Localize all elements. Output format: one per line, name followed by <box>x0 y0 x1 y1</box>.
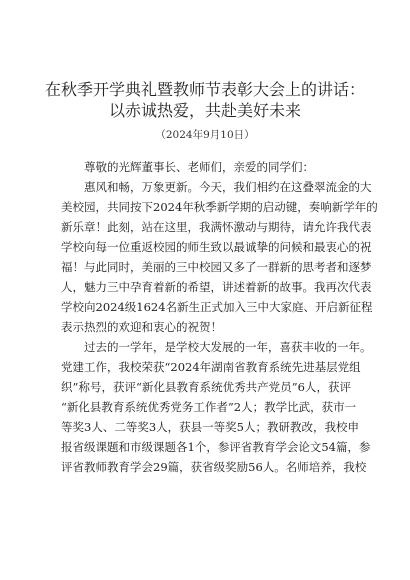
document-date: （2024年9月10日） <box>155 129 255 141</box>
paragraph-line: 评省教师教育学会29篇，获省级奖励56人。名师培养，我校 <box>61 460 367 474</box>
paragraph-line: 表示热烈的欢迎和衷心的祝贺！ <box>61 320 222 334</box>
paragraph-line: 等奖3人、二等奖3人，获县一等奖5人；教研教改，我校申 <box>61 420 359 434</box>
paragraph-line: 惠风和畅，万象更新。今天，我们相约在这叠翠流金的大 <box>84 180 372 194</box>
paragraph-line: 报省级课题和市级课题各1个，参评省教育学会论文54篇，参 <box>61 440 371 454</box>
document-title-line-1: 在秋季开学典礼暨教师节表彰大会上的讲话： <box>44 80 365 99</box>
paragraph-line: 新乐章！此刻，站在这里，我满怀激动与期待，请允许我代表 <box>61 220 372 234</box>
paragraph-line: 学校向每一位重返校园的师生致以最诚挚的问候和最衷心的祝 <box>61 240 372 254</box>
paragraph-line: 福！与此同时，美丽的三中校园又多了一群新的思考者和逐梦 <box>61 260 372 274</box>
paragraph-line: 党建工作，我校荣获“2024年湖南省教育系统先进基层党组 <box>61 360 361 374</box>
paragraph-line: “新化县教育系统优秀党务工作者”2人；教学比武，获市一 <box>61 400 357 414</box>
paragraph-line: 过去的一学年，是学校大发展的一年，喜获丰收的一年。 <box>84 340 372 354</box>
paragraph-line: 人，魅力三中孕育着新的希望，讲述着新的故事。我再次代表 <box>61 280 372 294</box>
paragraph-line: 织”称号，获评“新化县教育系统优秀共产党员”6人，获评 <box>61 380 351 394</box>
paragraph-line: 美校园，共同按下2024年秋季新学期的启动键，奏响新学年的 <box>61 200 378 214</box>
salutation-line: 尊敬的光辉董事长、老师们，亲爱的同学们： <box>84 160 314 174</box>
document-title-line-2: 以赤诚热爱，共赴美好未来 <box>108 101 301 120</box>
paragraph-line: 学校向2024级1624名新生正式加入三中大家庭、开启新征程 <box>61 300 373 314</box>
